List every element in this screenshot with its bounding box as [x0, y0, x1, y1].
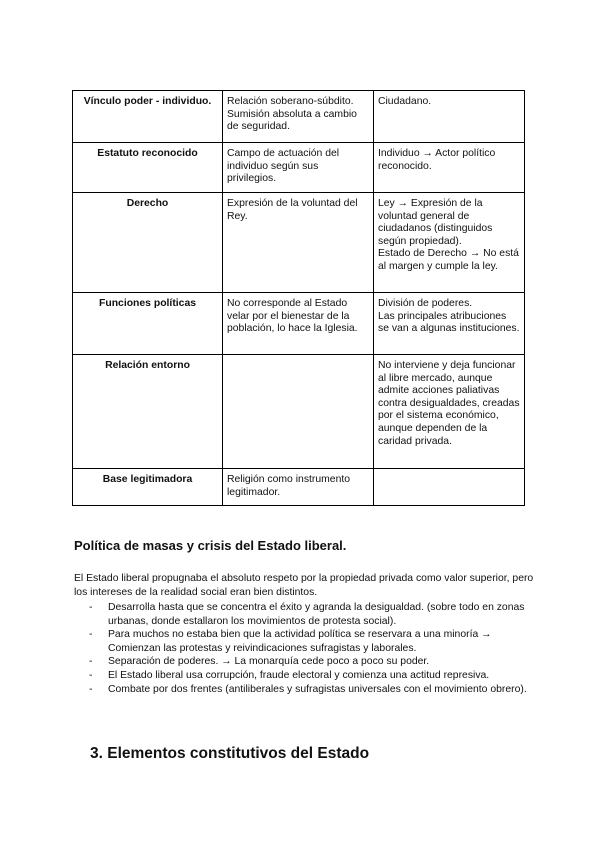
table-cell: División de poderes. Las principales atribuciones se van a algunas instituciones. — [374, 293, 525, 355]
comparison-table — [72, 90, 525, 506]
list-item: - Combate por dos frentes (antiliberales y sufragistas universales con el movimiento obrero). — [89, 683, 527, 695]
table-cell: Ciudadano. — [374, 91, 525, 143]
table-cell: No corresponde al Estado velar por el bienestar de la población, lo hace la Iglesia. — [223, 293, 374, 355]
table-cell: Individuo → Actor político reconocido. — [374, 143, 525, 193]
row-label: Vínculo poder - individuo. — [73, 91, 223, 143]
table-cell: Expresión de la voluntad del Rey. — [223, 193, 374, 293]
table-row — [73, 91, 525, 143]
row-label: Base legitimadora — [73, 469, 223, 506]
chapter-heading: 3. Elementos constitutivos del Estado — [90, 745, 370, 762]
row-label: Derecho — [73, 193, 223, 293]
table-row — [73, 293, 525, 355]
table-row — [73, 469, 525, 506]
table-cell: Relación soberano-súbdito. Sumisión absoluta a cambio de seguridad. — [223, 91, 374, 143]
table-cell: Campo de actuación del individuo según sus privilegios. — [223, 143, 374, 193]
table-row — [73, 355, 525, 469]
table-row — [73, 193, 525, 293]
section-heading: Política de masas y crisis del Estado liberal. — [74, 538, 347, 553]
bullet-marker: - — [89, 669, 93, 681]
row-label: Funciones políticas — [73, 293, 223, 355]
table-cell — [223, 355, 374, 469]
table-row — [73, 143, 525, 193]
list-item: - Separación de poderes. → La monarquía cede poco a poco su poder. — [89, 656, 430, 668]
list-item: - Para muchos no estaba bien que la actividad política se reservara a una minoría → Comienzan las protestas y reivindicaciones sufragistas y laborales. — [89, 629, 492, 654]
bullet-marker: - — [89, 683, 93, 695]
table-cell: Religión como instrumento legitimador. — [223, 469, 374, 506]
list-item: - El Estado liberal usa corrupción, fraude electoral y comienza una actitud represiva. — [89, 669, 490, 681]
row-label: Estatuto reconocido — [73, 143, 223, 193]
list-item: - Desarrolla hasta que se concentra el éxito y agranda la desigualdad. (sobre todo en zonas urbanas, donde estallaron los movimientos de protesta social). — [89, 602, 525, 627]
table-cell: No interviene y deja funcionar al libre mercado, aunque admite acciones paliativas contra desigualdades, creadas por el sistema económico, aunque dependen de la caridad privada. — [374, 355, 525, 469]
table-cell — [374, 469, 525, 506]
bullet-marker: - — [89, 602, 93, 613]
row-label: Relación entorno — [73, 355, 223, 469]
bullet-marker: - — [89, 656, 93, 668]
bullet-marker: - — [89, 629, 93, 641]
intro-paragraph: El Estado liberal propugnaba el absoluto respeto por la propiedad privada como valor superior, pero los intereses de la realidad social eran bien distintos. — [74, 573, 534, 598]
table-cell: Ley → Expresión de la voluntad general de ciudadanos (distinguidos según propiedad). Estado de Derecho → No está al margen y cumple la ley. — [374, 193, 525, 293]
bullet-list — [88, 601, 528, 696]
